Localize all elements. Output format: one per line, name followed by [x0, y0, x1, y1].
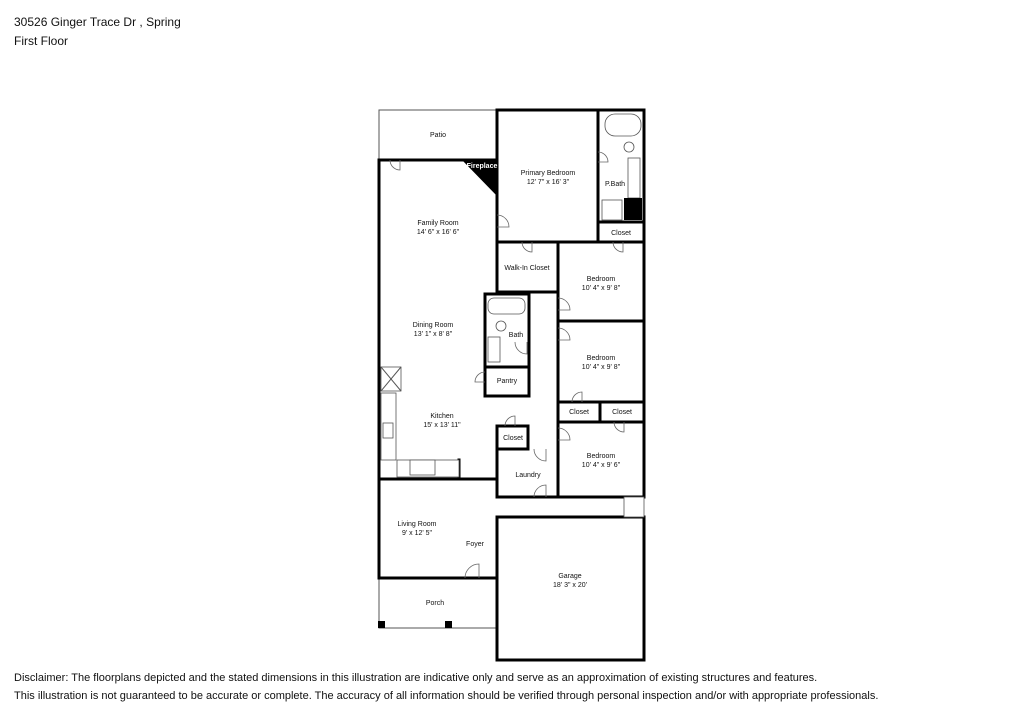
pantry-label: Pantry	[496, 378, 518, 385]
living-room-dims: 9' x 12' 5"	[401, 530, 433, 537]
living-room-label: Living Room	[397, 521, 437, 528]
disclaimer-line-2: This illustration is not guaranteed to be accurate or complete. The accuracy of all information should be verified through personal inspection and/or with appropriate professionals.	[14, 690, 879, 702]
closet-hall-label: Closet	[503, 435, 523, 442]
dining-room-label: Dining Room	[412, 322, 454, 329]
p-bath-label: P.Bath	[604, 181, 626, 188]
disclaimer-line-1: Disclaimer: The floorplans depicted and the stated dimensions in this illustration are indicative only and serve as an approximation of existing structures and features.	[14, 672, 818, 684]
porch-post	[445, 621, 452, 628]
primary-bedroom-dims: 12' 7" x 16' 3"	[526, 179, 570, 186]
kitchen-dims: 15' x 13' 11"	[423, 422, 461, 429]
foyer-label: Foyer	[466, 541, 484, 548]
laundry-label: Laundry	[515, 472, 541, 479]
porch-label: Porch	[425, 600, 445, 607]
family-room-label: Family Room	[417, 220, 459, 227]
dining-room-dims: 13' 1" x 8' 8"	[413, 331, 453, 338]
fireplace-label: Fireplace	[466, 163, 498, 170]
exterior-walls	[379, 110, 644, 660]
bedroom-3-label: Bedroom	[586, 453, 616, 460]
bedroom-2-label: Bedroom	[586, 355, 616, 362]
bedroom-2-dims: 10' 4" x 9' 8"	[581, 364, 621, 371]
closet-b-label: Closet	[612, 409, 632, 416]
closet-a-label: Closet	[569, 409, 589, 416]
property-address: 30526 Ginger Trace Dr , Spring	[14, 15, 181, 29]
bath-label: Bath	[508, 332, 524, 339]
bedroom-1-dims: 10' 4" x 9' 8"	[581, 285, 621, 292]
garage-dims: 18' 3" x 20'	[553, 582, 587, 589]
garage-label: Garage	[558, 573, 582, 580]
kitchen-label: Kitchen	[430, 413, 454, 420]
family-room-dims: 14' 6" x 16' 6"	[416, 229, 460, 236]
porch-post	[378, 621, 385, 628]
floor-label: First Floor	[14, 34, 68, 48]
closet-primary-label: Closet	[611, 230, 631, 237]
patio-label: Patio	[430, 132, 446, 139]
walk-in-closet-label: Walk-In Closet	[504, 265, 550, 272]
primary-bedroom-label: Primary Bedroom	[520, 170, 576, 177]
bedroom-3-dims: 10' 4" x 9' 6"	[581, 462, 621, 469]
bedroom-1-label: Bedroom	[586, 276, 616, 283]
